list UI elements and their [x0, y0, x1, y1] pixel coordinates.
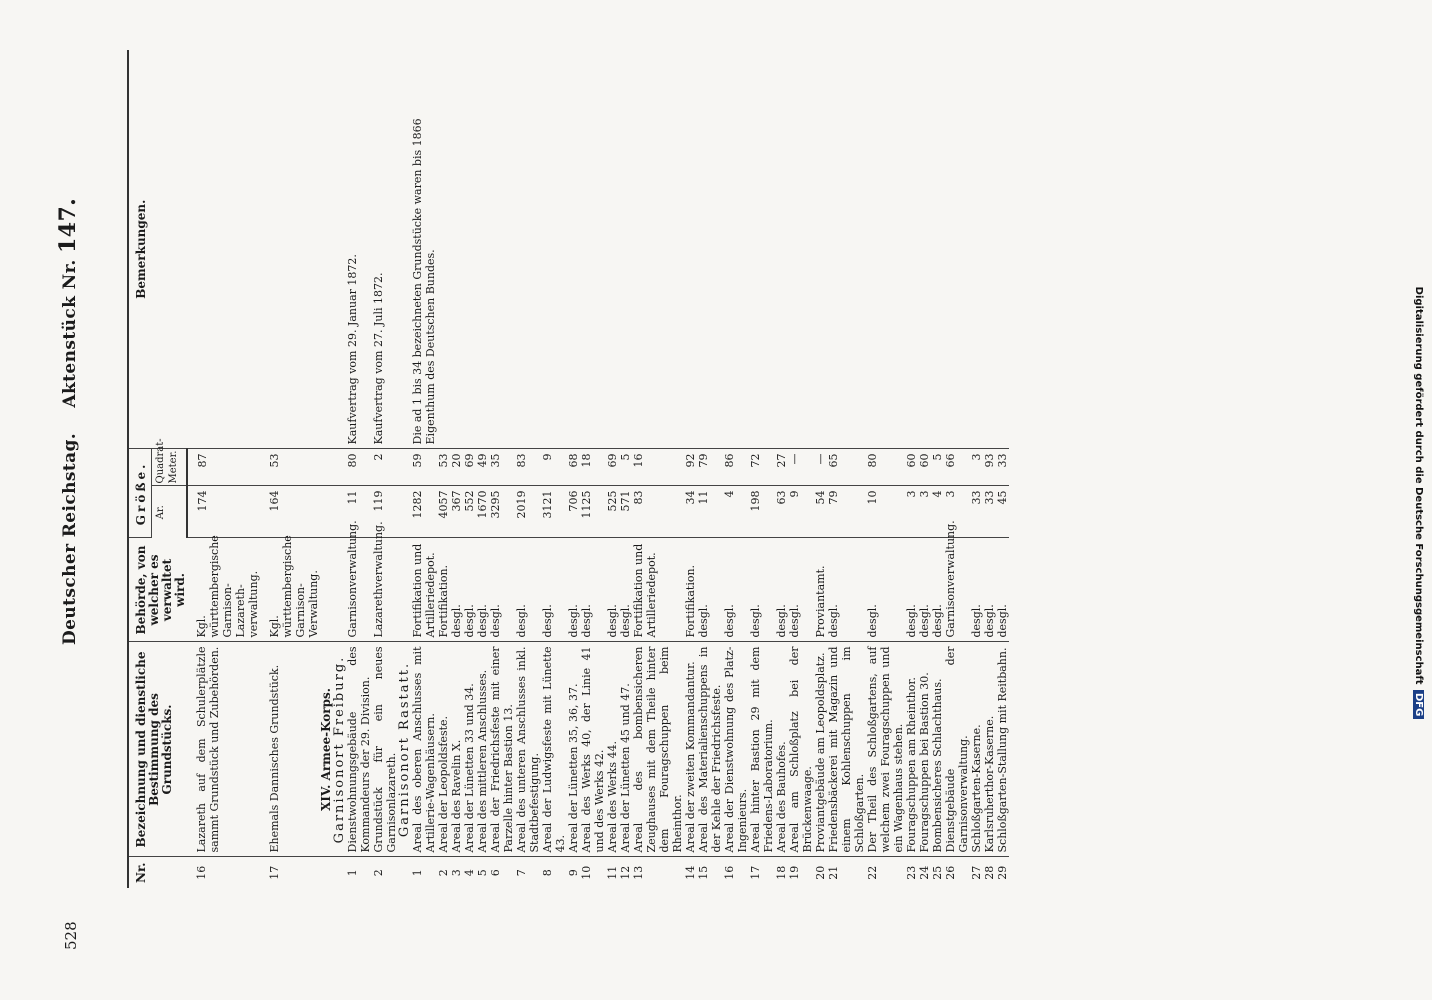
row-description: Areal am Schloßplatz bei der Brückenwaage. [788, 642, 814, 857]
row-authority: Garnisonverwaltung. [944, 538, 970, 642]
row-description: Areal des Materialienschuppens in der Kehle der Friedrichsfeste. [697, 642, 723, 857]
row-nr: 3 [450, 869, 463, 877]
row-qm: 5 [619, 449, 632, 486]
row-ar: 3 [944, 486, 970, 538]
row-ar: 3 [918, 486, 931, 538]
row-nr: 12 [619, 865, 632, 880]
row-ar: 1125 [580, 486, 606, 538]
row-qm: — [814, 449, 827, 486]
row-nr: 11 [606, 865, 619, 880]
row-authority: desgl. [567, 538, 580, 642]
row-description: Areal der Leopoldsfeste. [437, 642, 450, 857]
row-ar: 34 [684, 486, 697, 538]
row-description: Fouragschuppen am Rheinthor. [905, 642, 918, 857]
row-ar: 3121 [541, 486, 567, 538]
row-ar: 33 [983, 486, 996, 538]
row-nr: 28 [983, 865, 996, 880]
row-ar: 33 [970, 486, 983, 538]
row-authority: desgl. [905, 538, 918, 642]
row-authority: Lazarethverwaltung. [372, 538, 398, 642]
header-nr: 147. [55, 197, 81, 253]
row-authority: desgl. [775, 538, 788, 642]
header-doc: Aktenstück [60, 295, 80, 408]
row-nr: 17 [268, 865, 281, 880]
row-ar: 4 [723, 486, 749, 538]
row-ar: 10 [866, 486, 905, 538]
table-row [411, 50, 437, 888]
row-nr: 13 [632, 865, 645, 880]
row-nr: 14 [684, 865, 697, 880]
col-size: Größe. [128, 449, 151, 538]
row-description: Dienstgebäude der Garnisonverwaltung. [944, 642, 970, 857]
row-description: Karlsruherthor-Kaserne. [983, 642, 996, 857]
row-qm: 3 [970, 449, 983, 486]
row-authority: desgl. [580, 538, 606, 642]
digitization-text: Digitalisierung gefördert durch die Deutsche Forschungsgemeinschaft [1413, 286, 1424, 685]
table-header [128, 50, 187, 888]
row-nr: 25 [931, 865, 944, 880]
row-ar: 571 [619, 486, 632, 538]
row-qm: 60 [918, 449, 931, 486]
dfg-logo: DFG [1413, 690, 1424, 719]
row-qm: 72 [749, 449, 775, 486]
row-qm: 59 [411, 449, 437, 486]
row-authority: desgl. [931, 538, 944, 642]
row-qm: 65 [827, 449, 866, 486]
table-row [260, 50, 320, 888]
row-description: Areal des oberen Anschlusses mit Artillerie-Wagenhäusern. [411, 642, 437, 857]
row-description: Areal des Bauhofes. [775, 642, 788, 857]
row-authority: desgl. [983, 538, 996, 642]
row-qm: 16 [632, 449, 684, 486]
row-ar: 63 [775, 486, 788, 538]
row-nr: 24 [918, 865, 931, 880]
row-ar: 9 [788, 486, 814, 538]
row-ar: 2019 [515, 486, 541, 538]
row-nr: 15 [697, 865, 710, 880]
row-qm: 18 [580, 449, 606, 486]
row-ar: 45 [996, 486, 1009, 538]
row-qm: 2 [372, 449, 398, 486]
page-header [55, 198, 81, 645]
row-qm: 92 [684, 449, 697, 486]
row-nr: 18 [775, 865, 788, 880]
row-authority: desgl. [866, 538, 905, 642]
row-ar: 11 [697, 486, 723, 538]
row-authority: desgl. [970, 538, 983, 642]
row-authority: desgl. [541, 538, 567, 642]
header-title: Deutscher Reichstag. [60, 432, 80, 645]
row-qm: 79 [697, 449, 723, 486]
col-remarks: Bemerkungen. [128, 50, 187, 449]
row-authority: desgl. [788, 538, 814, 642]
row-authority: Garnisonverwaltung. [346, 538, 372, 642]
row-remark: Kaufvertrag vom 27. Juli 1872. [372, 50, 398, 449]
row-qm: 80 [346, 449, 372, 486]
row-ar: 706 [567, 486, 580, 538]
row-authority: Kgl. württembergische Garnison-Verwaltung. [260, 538, 320, 642]
col-nr: Nr. [128, 857, 187, 888]
row-authority: desgl. [463, 538, 476, 642]
row-nr: 4 [463, 869, 476, 877]
row-description: Fouragschuppen bei Bastion 30. [918, 642, 931, 857]
rastatt-remark: Die ad 1 bis 34 bezeichneten Grundstücke waren bis 1866 Eigenthum des Deutschen Bundes. [411, 50, 1009, 449]
rastatt-heading: Garnisonort Rastatt. [398, 642, 411, 857]
row-nr: 21 [827, 865, 840, 880]
row-authority: Fortifikation. [437, 538, 450, 642]
row-nr: 2 [372, 869, 385, 877]
table-row [346, 50, 372, 888]
row-remark [187, 50, 260, 449]
row-authority: Kgl. württembergische Garnison-Lazareth-verwaltung. [187, 538, 260, 642]
row-ar: 4057 [437, 486, 450, 538]
col-ar: Ar. [151, 486, 187, 538]
row-description: Areal der Dienstwohnung des Platz-Ingenieurs. [723, 642, 749, 857]
row-nr: 16 [195, 865, 208, 880]
row-ar: 198 [749, 486, 775, 538]
corps-heading: XIV. Armee-Korps. [320, 642, 333, 857]
freiburg-heading: Garnisonort Freiburg. [333, 642, 346, 857]
row-description: Lazareth auf dem Schulerplätzle sammt Grundstück und Zubehörden. [187, 642, 260, 857]
row-nr: 29 [996, 865, 1009, 880]
row-ar: 11 [346, 486, 372, 538]
row-description: Areal des unteren Anschlusses inkl. Stadtbefestigung. [515, 642, 541, 857]
row-authority: desgl. [723, 538, 749, 642]
row-qm: 69 [463, 449, 476, 486]
row-description: Proviantgebäude am Leopoldsplatz. [814, 642, 827, 857]
row-qm: 9 [541, 449, 567, 486]
row-description: Der Theil des Schloßgartens, auf welchem zwei Fouragschuppen und ein Wagenhaus stehen. [866, 642, 905, 857]
row-qm: 66 [944, 449, 970, 486]
row-description: Areal der Lünetten 35, 36, 37. [567, 642, 580, 857]
property-register-table [127, 50, 1009, 888]
row-ar: 174 [187, 486, 260, 538]
row-authority: desgl. [749, 538, 775, 642]
row-qm: 87 [187, 449, 260, 486]
row-qm: 35 [489, 449, 515, 486]
row-nr: 9 [567, 869, 580, 877]
row-ar: 1282 [411, 486, 437, 538]
row-ar: 3 [905, 486, 918, 538]
row-qm: 68 [567, 449, 580, 486]
row-description: Areal des Werks 44. [606, 642, 619, 857]
row-description: Areal der Lünetten 45 und 47. [619, 642, 632, 857]
row-ar: 79 [827, 486, 866, 538]
row-nr: 27 [970, 865, 983, 880]
row-qm: 33 [996, 449, 1009, 486]
table-row [372, 50, 398, 888]
row-authority: desgl. [697, 538, 723, 642]
row-nr: 1 [411, 869, 424, 877]
row-nr: 6 [489, 869, 502, 877]
row-ar: 119 [372, 486, 398, 538]
row-authority: desgl. [918, 538, 931, 642]
row-nr: 20 [814, 865, 827, 880]
row-nr: 17 [749, 865, 762, 880]
row-nr: 22 [866, 865, 879, 880]
row-authority: desgl. [450, 538, 463, 642]
row-qm: — [788, 449, 814, 486]
row-description: Dienstwohnungsgebäude des Kommandeurs der 29. Division. [346, 642, 372, 857]
row-description: Areal der Lünetten 33 und 34. [463, 642, 476, 857]
row-description: Schloßgarten-Stallung mit Reitbahn. [996, 642, 1009, 857]
row-description: Ehemals Dannisches Grundstück. [260, 642, 320, 857]
row-description: Areal des mittleren Anschlusses. [476, 642, 489, 857]
row-nr: 16 [723, 865, 736, 880]
row-qm: 86 [723, 449, 749, 486]
row-nr: 7 [515, 869, 528, 877]
row-ar: 54 [814, 486, 827, 538]
header-nr-label: Nr. [60, 259, 80, 290]
row-description: Areal der Friedrichsfeste mit einer Parzelle hinter Bastion 13. [489, 642, 515, 857]
row-qm: 69 [606, 449, 619, 486]
row-description: Areal der zweiten Kommandantur. [684, 642, 697, 857]
row-description: Friedensbäckerei mit Magazin und einem Kohlenschuppen im Schloßgarten. [827, 642, 866, 857]
row-authority: desgl. [619, 538, 632, 642]
section-heading-row [398, 50, 411, 888]
row-qm: 53 [260, 449, 320, 486]
row-ar: 525 [606, 486, 619, 538]
row-authority: desgl. [827, 538, 866, 642]
row-nr: 2 [437, 869, 450, 877]
row-authority: desgl. [996, 538, 1009, 642]
col-qm: Quadrat-Meter. [151, 449, 187, 486]
row-nr: 10 [580, 865, 593, 880]
row-ar: 1670 [476, 486, 489, 538]
row-nr: 19 [788, 865, 801, 880]
row-authority: desgl. [606, 538, 619, 642]
row-ar: 3295 [489, 486, 515, 538]
row-qm: 93 [983, 449, 996, 486]
row-authority: Fortifikation. [684, 538, 697, 642]
row-nr: 23 [905, 865, 918, 880]
row-description: Grundstück für ein neues Garnisonlazareth. [372, 642, 398, 857]
row-nr: 26 [944, 865, 957, 880]
page-number: 528 [62, 921, 80, 950]
row-description: Bombensicheres Schlachthaus. [931, 642, 944, 857]
row-authority: Fortifikation und Artilleriedepot. [411, 538, 437, 642]
row-description: Areal des bombensicheren Zeughauses mit dem Theile hinter dem Fouragschuppen beim Rheinthor. [632, 642, 684, 857]
row-ar: 83 [632, 486, 684, 538]
row-qm: 80 [866, 449, 905, 486]
row-qm: 49 [476, 449, 489, 486]
row-qm: 60 [905, 449, 918, 486]
table-row [187, 50, 260, 888]
row-description: Areal des Werks 40, der Linie 41 und des Werks 42. [580, 642, 606, 857]
row-description: Areal hinter Bastion 29 mit dem Friedens-Laboratorium. [749, 642, 775, 857]
section-heading-row [333, 50, 346, 888]
row-qm: 5 [931, 449, 944, 486]
row-authority: desgl. [476, 538, 489, 642]
rastatt-rows [411, 50, 1009, 888]
col-authority: Behörde, von welcher es verwaltet wird. [128, 538, 187, 642]
col-designation: Bezeichnung und dienstliche Bestimmung des Grundstücks. [128, 642, 187, 857]
row-qm: 27 [775, 449, 788, 486]
row-authority: desgl. [489, 538, 515, 642]
row-authority: desgl. [515, 538, 541, 642]
row-nr: 5 [476, 869, 489, 877]
row-qm: 83 [515, 449, 541, 486]
row-description: Areal der Ludwigsfeste mit Lünette 43. [541, 642, 567, 857]
row-ar: 4 [931, 486, 944, 538]
row-authority: Fortifikation und Artilleriedepot. [632, 538, 684, 642]
row-qm: 53 [437, 449, 450, 486]
row-nr: 1 [346, 869, 359, 877]
row-ar: 552 [463, 486, 476, 538]
row-remark: Kaufvertrag vom 29. Januar 1872. [346, 50, 372, 449]
row-nr: 8 [541, 869, 554, 877]
row-ar: 367 [450, 486, 463, 538]
row-ar: 164 [260, 486, 320, 538]
row-qm: 20 [450, 449, 463, 486]
row-description: Schloßgarten-Kaserne. [970, 642, 983, 857]
row-authority: Proviantamt. [814, 538, 827, 642]
row-description: Areal des Ravelin X. [450, 642, 463, 857]
row-remark [260, 50, 320, 449]
